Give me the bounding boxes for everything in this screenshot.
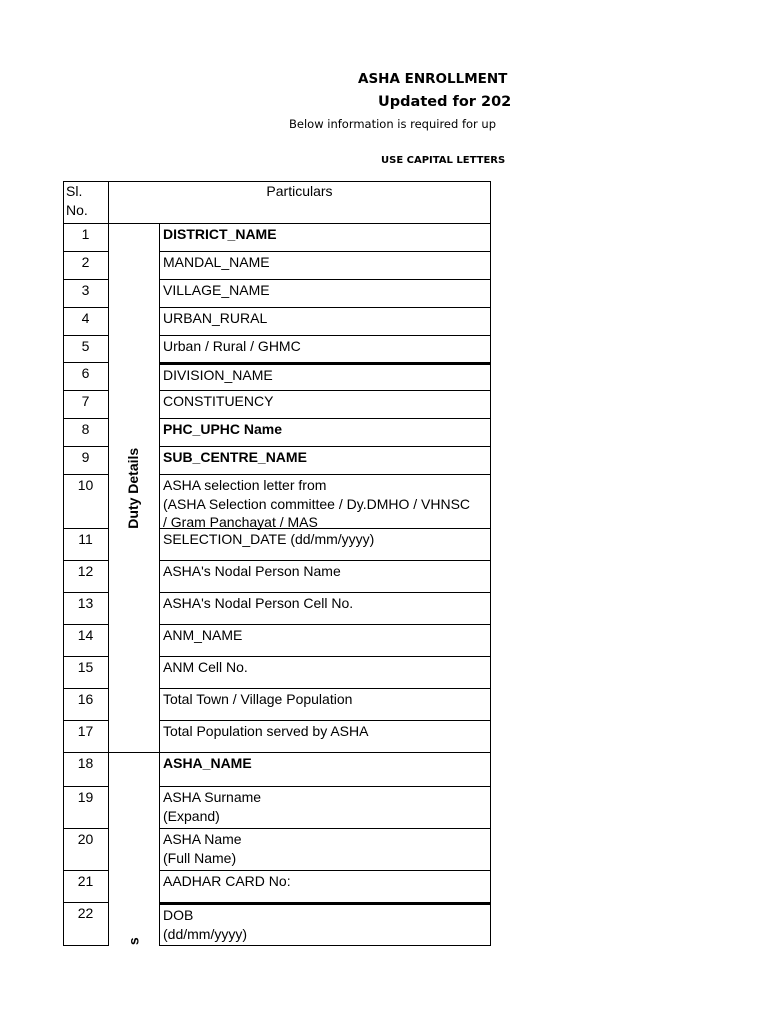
- row-number: 17: [63, 721, 109, 753]
- row-number: 7: [63, 391, 109, 419]
- row-label: AADHAR CARD No:: [160, 871, 491, 903]
- row-label: ASHA Surname (Expand): [160, 787, 491, 829]
- row-number: 1: [63, 224, 109, 252]
- row-label: DOB (dd/mm/yyyy): [160, 903, 491, 946]
- row-number: 9: [63, 447, 109, 475]
- form-info-text: Below information is required for up: [289, 117, 497, 131]
- row-number: 12: [63, 561, 109, 593]
- row-label: VILLAGE_NAME: [160, 280, 491, 308]
- group-duty-details: [109, 224, 160, 753]
- row-number: 4: [63, 308, 109, 336]
- row-label: ASHA's Nodal Person Name: [160, 561, 491, 593]
- row-label: ASHA_NAME: [160, 753, 491, 787]
- header-particulars: Particulars: [109, 181, 491, 224]
- enrollment-table: [63, 181, 491, 946]
- group-personal-details: [109, 753, 160, 946]
- row-label: CONSTITUENCY: [160, 391, 491, 419]
- row-number: 6: [63, 363, 109, 391]
- row-label: Total Population served by ASHA: [160, 721, 491, 753]
- row-number: 19: [63, 787, 109, 829]
- row-label: SELECTION_DATE (dd/mm/yyyy): [160, 529, 491, 561]
- capital-letters-note: USE CAPITAL LETTERS: [381, 155, 506, 166]
- row-number: 20: [63, 829, 109, 871]
- form-title: ASHA ENROLLMENT: [358, 71, 508, 87]
- row-number: 5: [63, 336, 109, 363]
- row-number: 21: [63, 871, 109, 903]
- row-label: Urban / Rural / GHMC: [160, 336, 491, 363]
- group-personal-details-label: s: [125, 936, 142, 945]
- row-label: ASHA's Nodal Person Cell No.: [160, 593, 491, 625]
- group-duty-details-label: Duty Details: [125, 447, 142, 529]
- row-number: 2: [63, 252, 109, 280]
- row-number: 16: [63, 689, 109, 721]
- row-label: ASHA Name (Full Name): [160, 829, 491, 871]
- row-number: 11: [63, 529, 109, 561]
- row-label: ANM Cell No.: [160, 657, 491, 689]
- row-number: 18: [63, 753, 109, 787]
- row-label: URBAN_RURAL: [160, 308, 491, 336]
- row-number: 3: [63, 280, 109, 308]
- row-label: ASHA selection letter from (ASHA Selection committee / Dy.DMHO / VHNSC / Gram Panchayat / MAS: [160, 475, 491, 529]
- row-label: MANDAL_NAME: [160, 252, 491, 280]
- row-label: ANM_NAME: [160, 625, 491, 657]
- row-number: 13: [63, 593, 109, 625]
- header-sl-no: Sl. No.: [63, 181, 109, 224]
- row-label: PHC_UPHC Name: [160, 419, 491, 447]
- form-subtitle: Updated for 202: [378, 94, 512, 110]
- row-number: 10: [63, 475, 109, 529]
- row-label: SUB_CENTRE_NAME: [160, 447, 491, 475]
- row-number: 8: [63, 419, 109, 447]
- row-number: 22: [63, 903, 109, 946]
- row-label: DISTRICT_NAME: [160, 224, 491, 252]
- row-number: 14: [63, 625, 109, 657]
- row-label: DIVISION_NAME: [160, 363, 491, 391]
- row-number: 15: [63, 657, 109, 689]
- row-label: Total Town / Village Population: [160, 689, 491, 721]
